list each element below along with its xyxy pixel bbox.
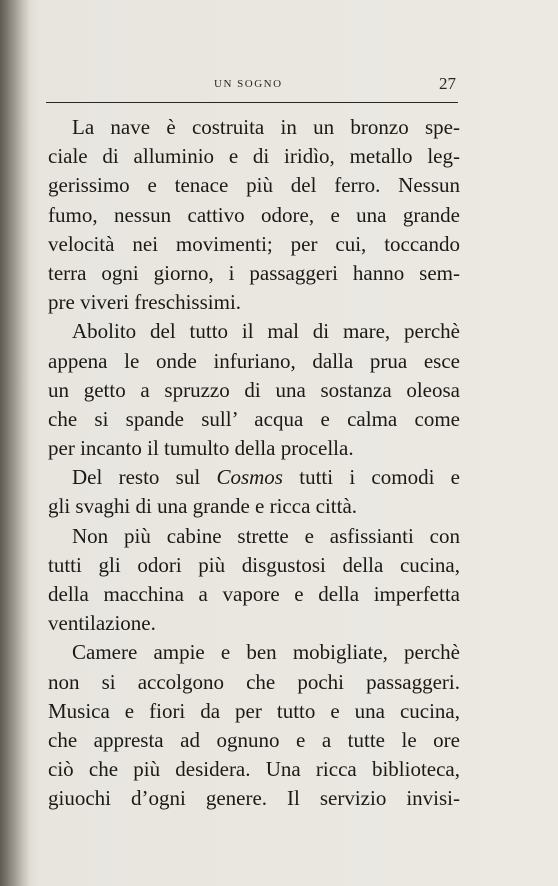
text-segment: Del resto sul <box>72 465 217 490</box>
text-line: non si accolgono che pochi passaggeri. <box>48 669 460 694</box>
text-line: pre viveri freschissimi. <box>48 290 242 315</box>
text-line: Non più cabine strette e asfissianti con <box>72 523 460 548</box>
text-segment: tutti i comodi e <box>282 465 460 490</box>
text-line: che si spande sull’ acqua e calma come <box>48 406 460 431</box>
text-line: Camere ampie e ben mobigliate, perchè <box>72 640 460 665</box>
text-line: per incanto il tumulto della procella. <box>48 436 354 461</box>
text-line: appena le onde infuriano, dalla prua esce <box>48 348 460 373</box>
running-title: UN SOGNO <box>214 78 283 90</box>
ship-name: Cosmos <box>216 465 283 490</box>
text-line: ciò che più desidera. Una ricca biblioteca, <box>48 757 460 782</box>
text-line: Musica e fiori da per tutto e una cucina, <box>48 698 460 723</box>
text-line: fumo, nessun cattivo odore, e una grande <box>48 202 460 227</box>
text-line: terra ogni giorno, i passaggeri hanno sem- <box>48 260 460 285</box>
page-header <box>48 70 458 100</box>
text-line: ciale di alluminio e di iridìo, metallo leg- <box>48 144 460 169</box>
text-line: Abolito del tutto il mal di mare, perchè <box>72 319 460 344</box>
text-line: della macchina a vapore e della imperfetta <box>48 582 460 606</box>
text-line: ventilazione. <box>48 611 156 636</box>
spine-shadow <box>0 0 30 886</box>
text-line: giuochi d’ogni genere. Il servizio invisi- <box>48 786 460 811</box>
body-text <box>48 113 460 814</box>
page-number: 27 <box>439 74 456 93</box>
header-rule <box>46 102 458 103</box>
text-line: gerissimo e tenace più del ferro. Nessun <box>48 173 460 198</box>
text-line: tutti gli odori più disgustosi della cucina, <box>48 552 460 577</box>
text-line: gli svaghi di una grande e ricca città. <box>48 494 358 519</box>
text-line-with-italic <box>48 463 460 492</box>
text-line: velocità nei movimenti; per cui, toccando <box>48 231 460 256</box>
text-line: La nave è costruita in un bronzo spe- <box>72 115 460 139</box>
text-line: che appresta ad ognuno e a tutte le ore <box>48 727 460 752</box>
text-line: un getto a spruzzo di una sostanza oleosa <box>48 377 460 402</box>
